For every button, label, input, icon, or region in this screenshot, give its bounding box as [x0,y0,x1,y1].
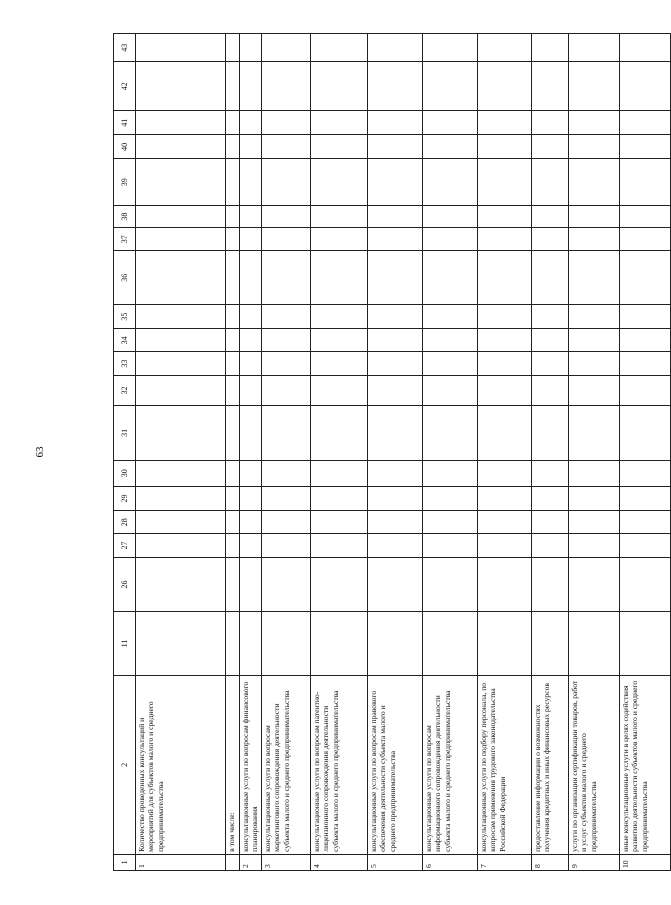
empty-cell [262,406,311,461]
header-cell: 28 [114,511,136,534]
header-cell: 39 [114,159,136,206]
header-cell: 2 [114,675,136,854]
empty-cell [240,486,262,510]
empty-cell [311,557,368,612]
empty-cell [240,557,262,612]
empty-cell [620,34,671,62]
empty-cell [368,205,423,227]
empty-cell [423,304,478,328]
empty-cell [262,205,311,227]
empty-cell [311,511,368,534]
empty-cell [262,460,311,486]
consultation-table [113,33,671,871]
empty-cell [569,352,620,375]
row-description: консультационные услуги по вопросам патентно-лицензионного сопровождения деятельности субъекта малого и среднего предпринимательства [311,675,368,854]
empty-cell [240,511,262,534]
empty-cell [240,304,262,328]
empty-cell [368,460,423,486]
empty-cell [136,534,226,557]
empty-cell [226,251,240,305]
empty-cell [532,329,569,352]
empty-cell [226,62,240,111]
empty-cell [226,486,240,510]
empty-cell [368,557,423,612]
row-description: консультационные услуги по вопросам финансового планирования [240,675,262,854]
empty-cell [569,304,620,328]
empty-cell [569,511,620,534]
empty-cell [226,352,240,375]
empty-cell [262,375,311,405]
empty-cell [368,612,423,676]
empty-cell [368,228,423,251]
empty-cell [262,228,311,251]
empty-cell [226,159,240,206]
table-row [240,34,262,871]
empty-cell [311,352,368,375]
header-cell: 29 [114,486,136,510]
empty-cell [226,228,240,251]
table-row [368,34,423,871]
empty-cell [423,251,478,305]
header-cell: 35 [114,304,136,328]
row-number: 8 [532,854,569,870]
row-description: предоставление информации о возможностях получения кредитных и иных финансовых ресурсов [532,675,569,854]
empty-cell [311,304,368,328]
row-number: 9 [569,854,620,870]
empty-cell [478,228,532,251]
row-description: консультационные услуги по вопросам информационного сопровождения деятельности субъекта малого и среднего предпринимательства [423,675,478,854]
table-row [569,34,620,871]
empty-cell [620,159,671,206]
empty-cell [620,460,671,486]
table-row [620,34,671,871]
empty-cell [620,352,671,375]
empty-cell [262,329,311,352]
empty-cell [478,251,532,305]
empty-cell [311,251,368,305]
row-description: услуги по организации сертификации товаров, работ и услуг субъектов малого и среднего предпринимательства [569,675,620,854]
empty-cell [136,304,226,328]
empty-cell [620,135,671,159]
empty-cell [569,110,620,134]
empty-cell [240,228,262,251]
empty-cell [569,251,620,305]
row-description: Количество проведенных консультаций и мероприятий для субъектов малого и среднего предпринимательства [136,675,226,854]
empty-cell [226,329,240,352]
empty-cell [311,62,368,111]
empty-cell [620,62,671,111]
empty-cell [262,159,311,206]
empty-cell [262,352,311,375]
row-description: консультационные услуги по вопросам маркетингового сопровождения деятельности субъекта малого и среднего предпринимательства [262,675,311,854]
empty-cell [532,251,569,305]
empty-cell [478,460,532,486]
empty-cell [478,34,532,62]
empty-cell [532,375,569,405]
empty-cell [532,62,569,111]
empty-cell [569,534,620,557]
empty-cell [240,406,262,461]
empty-cell [423,486,478,510]
empty-cell [240,251,262,305]
header-cell: 41 [114,110,136,134]
empty-cell [620,205,671,227]
empty-cell [368,511,423,534]
empty-cell [240,62,262,111]
empty-cell [311,329,368,352]
empty-cell [226,460,240,486]
empty-cell [620,557,671,612]
empty-cell [569,406,620,461]
empty-cell [311,205,368,227]
header-row [114,34,136,871]
empty-cell [226,534,240,557]
header-cell: 32 [114,375,136,405]
empty-cell [311,159,368,206]
empty-cell [620,375,671,405]
table-row [532,34,569,871]
empty-cell [368,34,423,62]
empty-cell [136,62,226,111]
empty-cell [620,511,671,534]
empty-cell [226,511,240,534]
header-cell: 37 [114,228,136,251]
rotated-table-container [113,33,649,871]
empty-cell [368,486,423,510]
header-cell: 33 [114,352,136,375]
header-cell: 30 [114,460,136,486]
empty-cell [311,406,368,461]
header-cell: 27 [114,534,136,557]
empty-cell [136,352,226,375]
empty-cell [478,557,532,612]
empty-cell [311,460,368,486]
header-cell: 1 [114,854,136,870]
empty-cell [226,110,240,134]
empty-cell [226,612,240,676]
empty-cell [262,304,311,328]
page-number: 63 [34,446,46,458]
empty-cell [478,110,532,134]
row-number: 3 [262,854,311,870]
empty-cell [311,486,368,510]
empty-cell [620,251,671,305]
empty-cell [532,135,569,159]
empty-cell [532,486,569,510]
empty-cell [136,135,226,159]
row-number: 2 [240,854,262,870]
empty-cell [136,34,226,62]
empty-cell [569,612,620,676]
table-row [136,34,226,871]
empty-cell [368,406,423,461]
empty-cell [240,34,262,62]
empty-cell [478,534,532,557]
empty-cell [620,612,671,676]
empty-cell [423,329,478,352]
empty-cell [532,304,569,328]
empty-cell [311,228,368,251]
header-cell: 34 [114,329,136,352]
table-row [478,34,532,871]
empty-cell [620,304,671,328]
empty-cell [478,62,532,111]
empty-cell [423,135,478,159]
header-cell: 43 [114,34,136,62]
row-description: консультационные услуги по вопросам правового обеспечения деятельности субъекта малого и среднего предпринимательства [368,675,423,854]
empty-cell [240,534,262,557]
row-number: 7 [478,854,532,870]
empty-cell [311,135,368,159]
table-row [423,34,478,871]
empty-cell [368,534,423,557]
empty-cell [262,110,311,134]
empty-cell [569,62,620,111]
header-cell: 42 [114,62,136,111]
empty-cell [569,375,620,405]
empty-cell [478,159,532,206]
empty-cell [569,329,620,352]
empty-cell [262,511,311,534]
header-cell: 38 [114,205,136,227]
empty-cell [262,557,311,612]
empty-cell [226,304,240,328]
empty-cell [423,511,478,534]
empty-cell [226,406,240,461]
empty-cell [262,34,311,62]
row-description: консультационные услуги по подбору персонала, по вопросам применения трудового законодательства Российской Федерации [478,675,532,854]
table-row [262,34,311,871]
empty-cell [423,205,478,227]
empty-cell [262,486,311,510]
empty-cell [478,511,532,534]
empty-cell [532,460,569,486]
empty-cell [136,557,226,612]
empty-cell [532,612,569,676]
row-description: в том числе: [226,675,240,854]
empty-cell [423,159,478,206]
empty-cell [423,612,478,676]
empty-cell [478,205,532,227]
row-number: 10 [620,854,671,870]
empty-cell [240,460,262,486]
empty-cell [423,534,478,557]
empty-cell [478,612,532,676]
empty-cell [311,375,368,405]
empty-cell [226,205,240,227]
empty-cell [423,34,478,62]
empty-cell [620,486,671,510]
empty-cell [240,329,262,352]
empty-cell [136,511,226,534]
empty-cell [226,135,240,159]
empty-cell [532,511,569,534]
empty-cell [620,329,671,352]
row-number: 6 [423,854,478,870]
empty-cell [423,406,478,461]
empty-cell [532,557,569,612]
empty-cell [478,406,532,461]
header-cell: 11 [114,612,136,676]
empty-cell [532,534,569,557]
table-row [226,34,240,871]
empty-cell [262,251,311,305]
header-cell: 40 [114,135,136,159]
empty-cell [478,375,532,405]
empty-cell [569,460,620,486]
table-row [311,34,368,871]
empty-cell [569,486,620,510]
empty-cell [136,205,226,227]
empty-cell [569,205,620,227]
row-description: иные консультационные услуги в целях содействия развитию деятельности субъектов малого и среднего предпринимательства [620,675,671,854]
empty-cell [423,352,478,375]
empty-cell [620,534,671,557]
empty-cell [478,352,532,375]
empty-cell [478,329,532,352]
header-cell: 31 [114,406,136,461]
empty-cell [532,228,569,251]
empty-cell [240,159,262,206]
empty-cell [262,534,311,557]
empty-cell [136,486,226,510]
empty-cell [368,352,423,375]
row-number [226,854,240,870]
header-cell: 26 [114,557,136,612]
empty-cell [226,34,240,62]
empty-cell [368,251,423,305]
empty-cell [368,304,423,328]
empty-cell [226,375,240,405]
empty-cell [478,135,532,159]
empty-cell [423,110,478,134]
empty-cell [368,159,423,206]
header-cell: 36 [114,251,136,305]
empty-cell [478,304,532,328]
empty-cell [532,34,569,62]
empty-cell [532,352,569,375]
empty-cell [423,228,478,251]
row-number: 1 [136,854,226,870]
empty-cell [240,135,262,159]
empty-cell [240,612,262,676]
empty-cell [240,352,262,375]
empty-cell [368,62,423,111]
empty-cell [311,534,368,557]
empty-cell [368,110,423,134]
empty-cell [620,228,671,251]
empty-cell [423,557,478,612]
empty-cell [532,159,569,206]
empty-cell [240,375,262,405]
empty-cell [569,135,620,159]
empty-cell [136,110,226,134]
empty-cell [423,62,478,111]
empty-cell [136,228,226,251]
row-number: 5 [368,854,423,870]
empty-cell [240,205,262,227]
empty-cell [368,329,423,352]
empty-cell [423,375,478,405]
empty-cell [423,460,478,486]
empty-cell [240,110,262,134]
empty-cell [368,135,423,159]
empty-cell [226,557,240,612]
empty-cell [478,486,532,510]
empty-cell [136,329,226,352]
empty-cell [569,34,620,62]
empty-cell [569,557,620,612]
empty-cell [311,110,368,134]
empty-cell [368,375,423,405]
empty-cell [532,406,569,461]
empty-cell [311,34,368,62]
empty-cell [569,159,620,206]
empty-cell [262,612,311,676]
empty-cell [136,406,226,461]
empty-cell [136,251,226,305]
empty-cell [620,110,671,134]
empty-cell [311,612,368,676]
empty-cell [136,375,226,405]
empty-cell [532,205,569,227]
empty-cell [532,110,569,134]
empty-cell [262,62,311,111]
row-number: 4 [311,854,368,870]
empty-cell [136,159,226,206]
empty-cell [262,135,311,159]
empty-cell [136,460,226,486]
empty-cell [569,228,620,251]
empty-cell [620,406,671,461]
empty-cell [136,612,226,676]
